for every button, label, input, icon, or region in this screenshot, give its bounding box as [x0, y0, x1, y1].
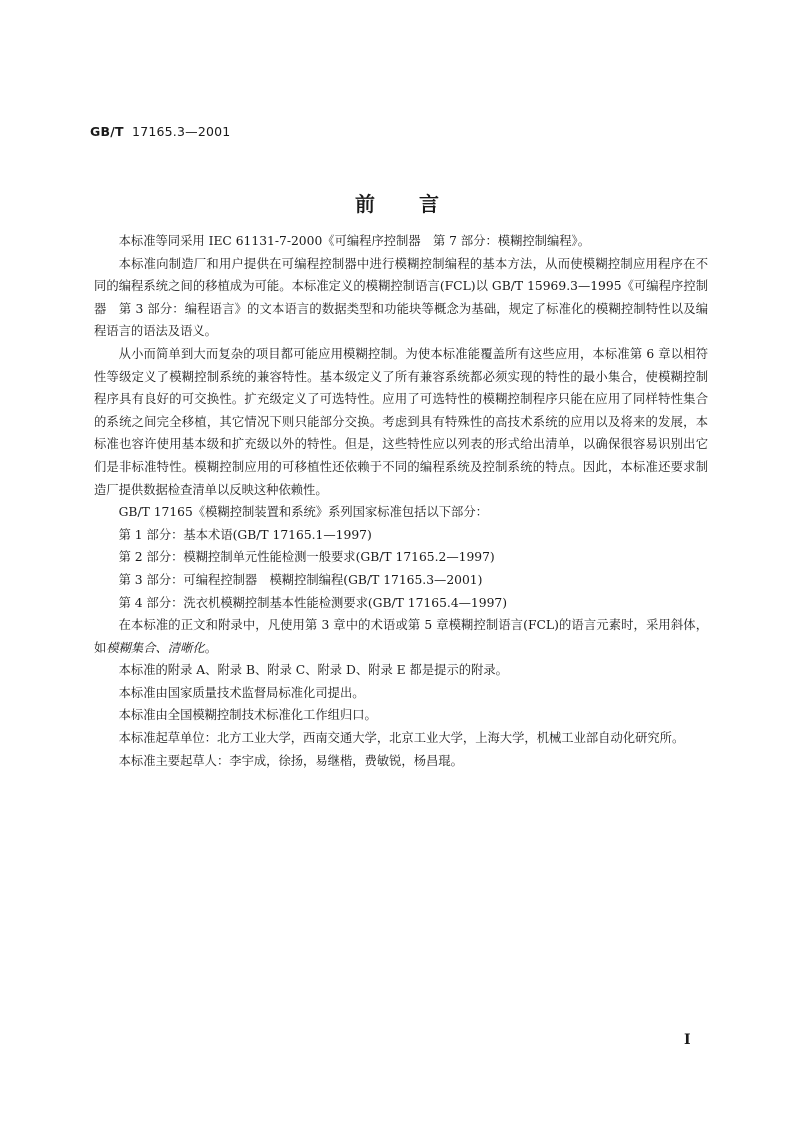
italic-convention-end: 。: [204, 640, 218, 655]
standard-code-number: 17165.3—2001: [132, 124, 231, 139]
foreword-body: [94, 230, 708, 772]
page-number: I: [684, 1032, 691, 1048]
list-item-part-1: 第 1 部分：基本术语(GB/T 17165.1—1997): [118, 527, 372, 542]
paragraph-drafters: 本标准主要起草人：李宇成，徐扬，易继楷，费敏锐，杨昌琨。: [118, 753, 463, 768]
standard-code-prefix: GB/T: [90, 124, 124, 139]
italic-example: 模糊集合、清晰化: [106, 640, 205, 655]
paragraph-responsible-body: 本标准由全国模糊控制技术标准化工作组归口。: [118, 708, 377, 723]
paragraph-adoption: 本标准等同采用 IEC 61131-7-2000《可编程序控制器 第 7 部分：模糊控制编程》。: [118, 234, 591, 248]
paragraph-drafting-units: 本标准起草单位：北方工业大学，西南交通大学，北京工业大学，上海大学，机械工业部自动化研究所。: [118, 731, 685, 746]
list-item-part-4: 第 4 部分：洗衣机模糊控制基本性能检测要求(GB/T 17165.4—1997): [118, 595, 508, 610]
list-item-part-3: 第 3 部分：可编程控制器 模糊控制编程(GB/T 17165.3—2001): [118, 572, 483, 587]
paragraph-proposer: 本标准由国家质量技术监督局标准化司提出。: [118, 685, 365, 700]
italic-convention-text: 在本标准的正文和附录中，凡使用第 3 章中的术语或第 5 章模糊控制语言(FCL)的语言元素时，采用斜体，如: [94, 618, 708, 655]
paragraph-annexes: 本标准的附录 A、附录 B、附录 C、附录 D、附录 E 都是提示的附录。: [118, 663, 508, 678]
paragraph-italic-convention: [94, 614, 708, 659]
page-title: 前言: [355, 192, 483, 216]
list-item-part-2: 第 2 部分：模糊控制单元性能检测一般要求(GB/T 17165.2—1997): [118, 550, 495, 565]
paragraph-conformance: 从小而简单到大而复杂的项目都可能应用模糊控制。为使本标准能覆盖所有这些应用，本标准第 6 章以相符性等级定义了模糊控制系统的兼容特性。基本级定义了所有兼容系统都必须实现的特性的最小集合，使模糊控制程序具有良好的可交换性。扩充级定义了可选特性。应用了可选特性的模糊控制程序只能在应用了同样特性集合的系统之间完全移植，其它情况下则只能部分交换。考虑到具有特殊性的高技术系统的应用以及将来的发展，本标准也容许使用基本级和扩充级以外的特性。但是，这些特性应以列表的形式给出清单，以确保很容易识别出它们是非标准特性。模糊控制应用的可移植性还依赖于不同的编程系统及控制系统的特点。因此，本标准还要求制造厂提供数据检查清单以反映这种依赖性。: [94, 346, 708, 497]
standard-code-header: [90, 124, 230, 139]
paragraph-series: GB/T 17165《模糊控制装置和系统》系列国家标准包括以下部分：: [118, 505, 488, 520]
paragraph-purpose: 本标准向制造厂和用户提供在可编程控制器中进行模糊控制编程的基本方法，从而使模糊控制应用程序在不同的编程系统之间的移植成为可能。本标准定义的模糊控制语言(FCL)以 GB/T 15969.3—1995《可编程序控制器 第 3 部分：编程语言》的文本语言的数据类型和功能块等概念为基础，规定了标准化的模糊控制特性以及编程语言的语法及语义。: [94, 256, 708, 339]
